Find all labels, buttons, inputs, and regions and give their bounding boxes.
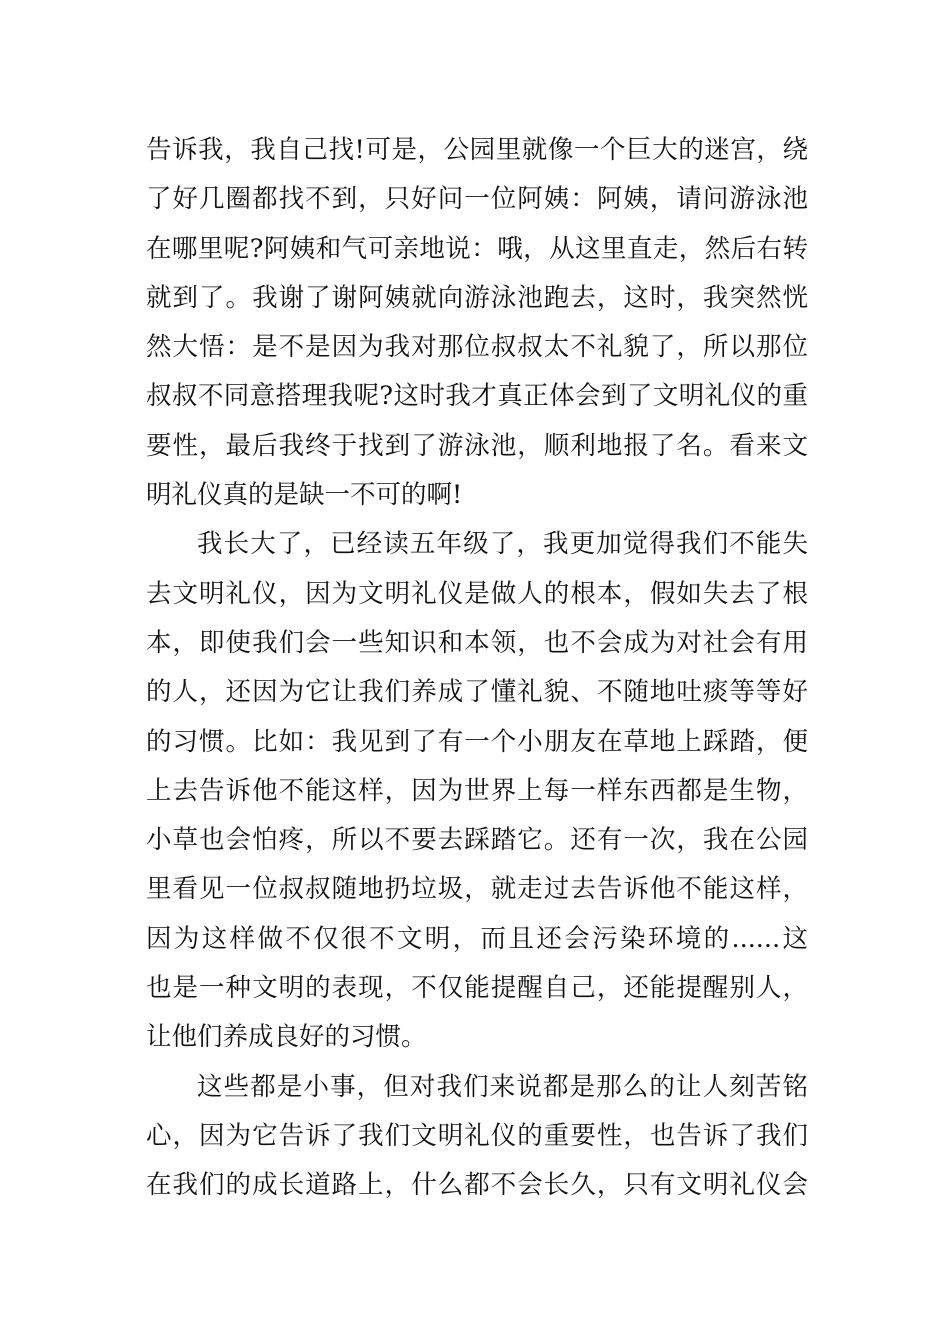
text-line: 在我们的成长道路上，什么都不会长久，只有文明礼仪会 <box>146 1170 808 1201</box>
text-line: 上去告诉他不能这样，因为世界上每一样东西都是生物， <box>146 775 808 806</box>
text-line: 的习惯。比如：我见到了有一个小朋友在草地上踩踏，便 <box>146 726 808 757</box>
text-line: 让他们养成良好的习惯。 <box>146 1022 427 1053</box>
text-line: 小草也会怕疼，所以不要去踩踏它。还有一次，我在公园 <box>146 825 808 856</box>
text-line: 心，因为它告诉了我们文明礼仪的重要性，也告诉了我们 <box>146 1120 808 1151</box>
text-line: 因为这样做不仅很不文明，而且还会污染环境的......这 <box>146 923 808 954</box>
text-line: 了好几圈都找不到，只好问一位阿姨：阿姨，请问游泳池 <box>146 184 808 215</box>
text-line: 就到了。我谢了谢阿姨就向游泳池跑去，这时，我突然恍 <box>146 282 808 313</box>
text-line: 去文明礼仪，因为文明礼仪是做人的根本，假如失去了根 <box>146 578 808 609</box>
text-line: 的人，还因为它让我们养成了懂礼貌、不随地吐痰等等好 <box>146 677 808 708</box>
text-line: 明礼仪真的是缺一不可的啊! <box>146 480 463 511</box>
body-text <box>146 126 808 1211</box>
text-line: 告诉我，我自己找!可是，公园里就像一个巨大的迷宫，绕 <box>146 135 808 165</box>
text-line: 要性，最后我终于找到了游泳池，顺利地报了名。看来文 <box>146 430 808 461</box>
text-line: 在哪里呢?阿姨和气可亲地说：哦，从这里直走，然后右转 <box>146 233 808 264</box>
text-line: 叔叔不同意搭理我呢?这时我才真正体会到了文明礼仪的重 <box>146 381 808 412</box>
text-line: 本，即使我们会一些知识和本领，也不会成为对社会有用 <box>146 627 808 658</box>
text-line: 我长大了，已经读五年级了，我更加觉得我们不能失 <box>197 529 808 560</box>
text-line: 里看见一位叔叔随地扔垃圾，就走过去告诉他不能这样， <box>146 874 808 905</box>
text-line: 也是一种文明的表现，不仅能提醒自己，还能提醒别人， <box>146 973 808 1004</box>
text-line: 然大悟：是不是因为我对那位叔叔太不礼貌了，所以那位 <box>146 332 808 363</box>
text-line: 这些都是小事，但对我们来说都是那么的让人刻苦铭 <box>197 1071 808 1102</box>
